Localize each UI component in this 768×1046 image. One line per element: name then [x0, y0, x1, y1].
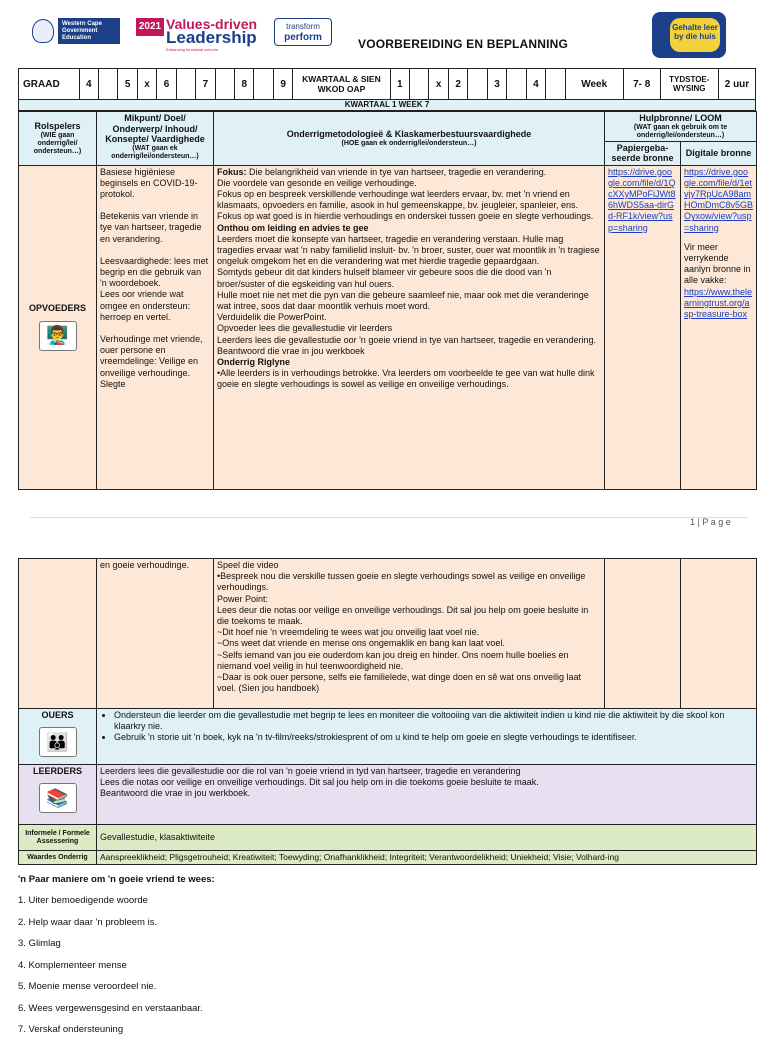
papier-link[interactable]: https://drive.google.com/file/d/1QcXXyMPoFiJWt86hWDS5aa-dirGd-RF1k/view?usp=sharing — [608, 166, 676, 233]
logo-leadership-text: Leadership — [166, 28, 257, 47]
tips-list — [18, 895, 738, 1046]
week-value: 7- 8 — [623, 69, 660, 100]
tip-item: 5. Moenie mense veroordeel nie. — [18, 981, 157, 992]
metode-paragraph: Fokus op en bespreek verskillende verhoudinge wat leerders ervaar, bv. met 'n vriend en klasmaats, opvoeders en familie, asook in hul gemeenskappe, bv. jeugleier, spanleier, ens. — [217, 188, 579, 211]
mikpunt-line: Lees oor vriende wat omgee en ondersteun: herroep en vertel. — [100, 289, 191, 322]
page-separator — [30, 517, 748, 518]
kwartaal-label: KWARTAAL & SIEN WKOD OAP — [293, 69, 390, 100]
metode-paragraph: Fokus op wat goed is in hierdie verhoudings en onderskei tussen goeie en slegte verhoudings. — [217, 211, 594, 222]
metode-paragraph: Verduidelik die PowerPoint. — [217, 312, 327, 323]
mikpunt-line: Betekenis van vriende in tye van hartseer, tragedie en verandering. — [100, 211, 202, 244]
tip-item: 4. Komplementeer mense — [18, 959, 127, 971]
logo-values-text: Values-driven — [166, 16, 258, 32]
grade-4: 4 — [79, 69, 98, 100]
logo-year: 2021 — [136, 18, 164, 36]
learner-icon: 📚 — [39, 783, 77, 813]
tip-item: 2. Help waar daar 'n probleem is. — [18, 916, 158, 928]
teacher-icon: 👨‍🏫 — [39, 321, 77, 351]
header-metodes — [214, 112, 605, 166]
mikpunt-line: Verhoudinge met vriende, ouer persone en vreemdelinge: Veilige en onveilige verhoudinge. Slegte — [100, 333, 203, 389]
mikpunt-continued: en goeie verhoudinge. — [97, 559, 214, 709]
grade-6: 6 — [157, 69, 176, 100]
tip-item: 1. Uiter bemoedigende woorde — [18, 895, 148, 906]
metode-bold: Onderrig Riglyne — [217, 356, 291, 367]
term-4: 4 — [526, 69, 545, 100]
wcg-logo — [32, 16, 124, 46]
digitaal-link[interactable]: https://drive.google.com/file/d/1etvjy7RpUcA98amHOmDmC8v5GBOyxow/view?usp=sharing — [684, 166, 754, 233]
waardes-label: Waardes Onderrig — [19, 851, 97, 865]
metode-continued-line: Power Point: — [217, 593, 269, 604]
lesson-plan-table — [18, 111, 757, 490]
role-opvoeders — [19, 165, 97, 489]
leerders-content — [97, 765, 757, 825]
tips-title: 'n Paar maniere om 'n goeie vriend te wees: — [18, 874, 215, 885]
parent-child-icon: 👪 — [39, 727, 77, 757]
opvoeders-metode-cell — [214, 165, 605, 489]
leerders-line: Beantwoord die vrae in jou werkboek. — [100, 788, 251, 799]
opvoeders-label: OPVOEDERS — [28, 303, 86, 314]
tydstoewysing-label: TYDSTOE-WYSING — [660, 69, 718, 100]
metode-paragraph: Somtyds gebeur dit dat kinders hulself blameer vir gebeure soos die die dood van 'n broer/suster of die egskeiding van hul ouers. — [217, 267, 552, 289]
metode-paragraph: Leerders moet die konsepte van hartseer, tragedie en verandering verstaan. Hulle mag tragedies ervaar wat 'n naby familielid insluit- bv. 'n broer, suster, ouer wat moontlik in 'n tragiese ongeluk omgekom het en die verandering wat met hierdie tragedie gepaardgaan. — [217, 233, 600, 267]
metode-continued-line: Lees deur die notas oor veilige en onveilige verhoudings. Dit sal jou help om goeie besluite in die toekoms te maak. — [217, 604, 589, 627]
waardes-value: Aanspreeklikheid; Pligsgetrouheid; Kreatiwiteit; Toewyding; Onafhanklikheid; Integriteit; Verantwoordelikheid; Uniekheid; Visie; Volhard-ing — [97, 851, 757, 865]
metodes-title: Onderrigmetodologieë & Klaskamerbestuursvaardighede — [286, 129, 532, 139]
learning-trust-link[interactable]: https://www.thelearningtrust.org/asp-treasure-box — [684, 286, 753, 319]
mikpunt-line — [100, 245, 210, 256]
crest-icon — [32, 19, 54, 43]
values-driven-leadership-logo — [136, 16, 292, 52]
wcg-logo-text: Western Cape Government Education — [58, 18, 120, 44]
role-ouers — [19, 709, 97, 765]
kwartaal-week-heading: KWARTAAL 1 WEEK 7 — [18, 100, 756, 111]
mikpunt-line — [100, 323, 210, 334]
metode-continued — [214, 559, 605, 709]
header-hulpbronne — [605, 112, 757, 142]
header-mikpunt — [97, 112, 214, 166]
hulp-title: Hulpbronne/ LOOM — [639, 113, 722, 123]
metode-paragraph: •Alle leerders is in verhoudings betrokke. Vra leerders om voorbeelde te gee van wat hulle dink goeie en slegte verhoudings is sowel as veilige en onveilige verhoudings. — [217, 368, 595, 390]
term-1: 1 — [390, 69, 409, 100]
metode-continued-line: Speel die video — [217, 560, 279, 570]
ouers-content — [97, 709, 757, 765]
logo-sub-text: Enhancing functional schools — [166, 47, 218, 52]
grade-5: 5 — [118, 69, 137, 100]
page-title: VOORBEREIDING EN BEPLANNING — [358, 37, 569, 51]
mikpunt-line: Leesvaardighede: lees met begrip en die gebruik van 'n woordeboek. — [100, 255, 209, 289]
ouers-list — [100, 710, 753, 744]
grade-x: x — [137, 69, 156, 100]
hulp-sub: (WAT gaan ek gebruik om te onderrig/lei/ondersteun…) — [633, 123, 728, 139]
opvoeders-digitaal-cell — [681, 165, 757, 489]
digitaal-more-text: Vir meer verrykende aanlyn bronne in alle vakke: — [684, 241, 751, 286]
tydstoewysing-value: 2 uur — [718, 69, 755, 100]
tip-item: 3. Glimlag — [18, 938, 61, 949]
term-3: 3 — [487, 69, 506, 100]
metode-bold: Fokus: — [217, 166, 247, 177]
metode-continued-line: ~Daar is ook ouer persone, selfs eie familielede, wat dinge doen en sê wat ons onveilig laat voel. (Sien jou handboek) — [217, 672, 581, 694]
page-footer: 1 | P a g e — [690, 517, 731, 527]
tip-item: 7. Verskaf ondersteuning — [18, 1024, 124, 1035]
mikpunt-line: Basiese higiëniese beginsels en COVID-19-protokol. — [100, 166, 198, 199]
metode-continued-line: ~Dit hoef nie 'n vreemdeling te wees wat jou onveilig laat voel nie. — [217, 627, 480, 638]
assessering-label: Informele / Formele Assessering — [19, 825, 97, 851]
term-2: 2 — [448, 69, 467, 100]
grade-row-table — [18, 68, 756, 100]
metode-continued-line: ~Selfs iemand van jou eie ouderdom kan jou dreig en hinder. Ons noem hulle boelies en niemand voel veilig in hul teenwoordigheid nie. — [217, 649, 569, 671]
metode-paragraph — [217, 357, 601, 368]
metode-paragraph: Leerders lees die gevallestudie oor 'n goeie vriend in tye van hartseer, tragedie en verandering. — [217, 334, 596, 345]
rolspelers-title: Rolspelers — [34, 121, 81, 131]
mikpunt-title: Mikpunt/ Doel/ Onderwerp/ Inhoud/ Konsepte/ Vaardighede — [105, 113, 205, 144]
header-digitaal: Digitale bronne — [681, 141, 757, 165]
metode-paragraph: Beantwoord die vrae in jou werkboek — [217, 345, 365, 356]
ouers-item: • Ondersteun die leerder om die gevallestudie met begrip te lees en moniteer die voltooiing van die aktiwiteit indien u kind nie die aktiwiteit by die skool kon klaarkry nie. — [114, 710, 753, 732]
friend-tips — [18, 874, 738, 1046]
metode-paragraph: Fokus: Die belangrikheid van vriende in tye van hartseer, tragedie en verandering. — [217, 166, 547, 177]
role-leerders — [19, 765, 97, 825]
ouers-item: • Gebruik 'n storie uit 'n boek, kyk na 'n tv-film/reeks/strokiesprent of om u kind te help om goeie en slegte verhoudings te identifiseer. — [114, 732, 753, 743]
metode-paragraph — [217, 223, 601, 234]
grade-7: 7 — [196, 69, 215, 100]
tip-item: 6. Wees vergewensgesind en verstaanbaar. — [18, 1002, 203, 1014]
transform-perform-logo — [274, 18, 332, 46]
tp-line2: perform — [284, 32, 322, 43]
metode-bold: Onthou om leiding en advies te gee — [217, 222, 369, 233]
header-papier: Papiergeba- seerde bronne — [605, 141, 681, 165]
week-label: Week — [565, 69, 623, 100]
grade-9: 9 — [273, 69, 292, 100]
metode-paragraph: Opvoeder lees die gevallestudie vir leerders — [217, 323, 393, 334]
mikpunt-sub: (WAT gaan ek onderrig/lei/ondersteun…) — [111, 144, 199, 160]
header-rolspelers — [19, 112, 97, 166]
ouers-label: OUERS — [41, 710, 74, 720]
grade-8: 8 — [235, 69, 254, 100]
metode-paragraph: Die voordele van gesonde en veilige verhoudinge. — [217, 177, 417, 188]
gl-logo-text: Gehalte leer by die huis — [670, 18, 720, 52]
term-x: x — [429, 69, 448, 100]
metode-continued-line: •Bespreek nou die verskille tussen goeie en slegte verhoudings sowel as veilige en onveilige verhoudings. — [217, 571, 586, 593]
graad-label: GRAAD — [19, 69, 80, 100]
assessering-value: Gevallestudie, klasaktiwiteite — [97, 825, 757, 851]
metode-paragraph: Hulle moet nie net met die pyn van die gebeure saamleef nie, maar ook met die veranderinge wat intree, soos dat daar moontlik verhuis moet word. — [217, 289, 589, 311]
leerders-label: LEERDERS — [32, 766, 82, 776]
opvoeders-papier-cell — [605, 165, 681, 489]
rolspelers-sub: (WIE gaan onderrig/lei/ ondersteun…) — [33, 131, 82, 155]
tp-line1: transform — [286, 22, 320, 31]
lesson-plan-table-continued — [18, 558, 757, 865]
opvoeders-mikpunt-cell — [97, 165, 214, 489]
metode-continued-line: ~Ons weet dat vriende en mense ons ongemaklik en bang kan laat voel. — [217, 638, 505, 649]
mikpunt-line — [100, 200, 210, 211]
metodes-sub: (HOE gaan ek onderrig/lei/ondersteun…) — [341, 139, 477, 147]
gehalte-leer-logo — [652, 12, 726, 58]
leerders-line: Leerders lees die gevallestudie oor die rol van 'n goeie vriend in tyd van hartseer, tragedie en verandering — [100, 766, 521, 776]
leerders-line: Lees die notas oor veilige en onveilige verhoudings. Dit sal jou help om in die toekoms goeie besluite te maak. — [100, 777, 539, 788]
